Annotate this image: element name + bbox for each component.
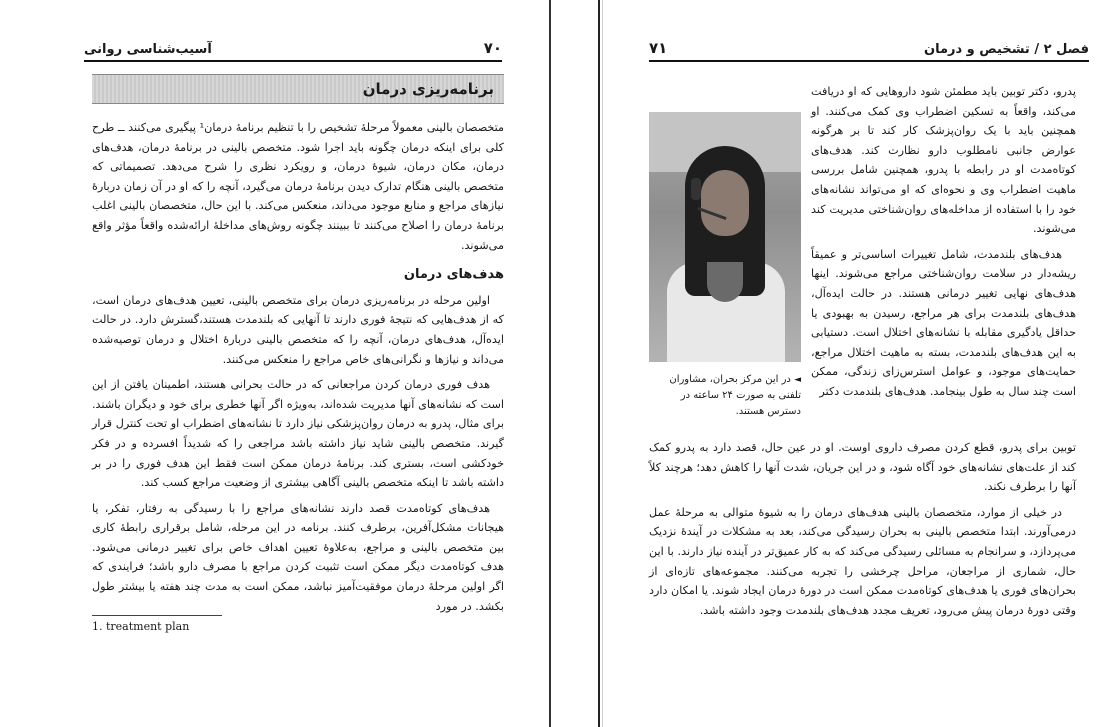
subheading-treatment-goals: هدف‌های درمان <box>403 267 504 283</box>
page-number-left: ۷۰ <box>483 39 502 57</box>
headset-icon <box>691 178 701 200</box>
caption-marker-icon: ◄ <box>794 375 801 385</box>
caption-text: در این مرکز بحران، مشاوران تلفنی به صورت ۲۴ ساعته در دسترس هستند. <box>669 374 801 417</box>
left-body-text <box>92 118 504 622</box>
photo-caption <box>649 372 801 420</box>
running-head-left <box>84 38 502 62</box>
section-title: برنامه‌ریزی درمان <box>92 74 504 104</box>
running-title-left: آسیب‌شناسی روانی <box>84 42 212 57</box>
page-edge-right <box>598 0 600 727</box>
right-page <box>602 0 1101 727</box>
intro-paragraph: متخصصان بالینی معمولاً مرحلهٔ تشخیص را با تنظیم برنامهٔ درمان¹ پیگیری می‌کنند ــ طرح کلی برای اینکه درمان چگونه باید اجرا شود. متخصص بالینی در برنامهٔ درمان، هدف‌های درمان، مکان درمان، شیوهٔ درمان، و رویکرد نظری را شرح می‌دهد. تصمیماتی که متخصص بالینی هنگام تدارک دیدن برنامهٔ درمان می‌گیرد، آنچه را که او در آن زمان دربارهٔ نیازهای مراجع و منابع موجود می‌داند، منعکس می‌کند. با این حال، متخصصان بالینی اغلب برنامهٔ درمان را اصلاح می‌کنند تا ببینند چگونه روش‌های مداخلهٔ ارائه‌شده واقعاً مؤثر واقع می‌شوند. <box>92 121 504 252</box>
body-paragraph: هدف فوری درمان کردن مراجعانی که در حالت بحرانی هستند، اطمینان یافتن از این است که نشانه‌های آنها مدیریت شده‌اند، به‌ویژه اگر آنها خطری برای خود و دیگران باشند. برای مثال، پدرو به درمان روان‌پزشکی نیاز دارد تا نشانه‌های اضطراب او تحت کنترل قرار گیرند. متخصص بالینی شاید نیاز داشته باشد مراجعی را که شدیداً افسرده و در فکر خودکشی است، بستری کند. برنامهٔ درمان ممکن است فقط این هدف فوری را در بر داشته باشد تا اینکه متخصص بالینی آگاهی بیشتری از وضعیت مراجع کسب کند. <box>92 378 504 490</box>
gutter <box>551 0 602 727</box>
body-paragraph: هدف‌های بلندمدت، شامل تغییرات اساسی‌تر و عمیقاً ریشه‌دار در سلامت روان‌شناختی مراجع می‌شوند. اینها هدف‌های نهایی تغییر درمانی هستند. در حالت ایده‌آل، هدف‌های بلندمدت برای هر مراجع، رسیدن به بهبودی یا حداقل یادگیری مقابله با نشانه‌های اختلال است. دستیابی به این هدف‌های بلندمدت، بسته به ماهیت اختلال مراجع، حمایت‌های موجود، و عوامل استرس‌زای زندگی، ممکن است چند سال به طول بینجامد. هدف‌های بلندمدت دکتر <box>811 247 1076 398</box>
running-head-right <box>649 38 1089 62</box>
body-paragraph: پدرو، دکتر توبین باید مطمئن شود داروهایی که او دریافت می‌کند، واقعاً به تسکین اضطراب وی کمک می‌کنند. او همچنین باید با یک روان‌پزشک کار کند تا بر هرگونه عوارض جانبی نامطلوب دارو نظارت کند. هدف‌های کوتاه‌مدت او در رابطه با پدرو، همچنین شامل بررسی ماهیت اضطراب وی و نحوه‌ای که او می‌تواند نشانه‌های خود را با استفاده از مداخله‌های روان‌شناختی مدیریت کند می‌شوند. <box>811 85 1076 236</box>
page-number-right: ۷۱ <box>649 39 668 57</box>
footnote: 1. treatment plan <box>92 620 190 633</box>
body-paragraph: توبین برای پدرو، قطع کردن مصرف داروی اوست. او در عین حال، قصد دارد به پدرو کمک کند از علت‌های نشانه‌های خود آگاه شود، و در این جریان، شدت آنها را کاهش دهد؛ هرچند کلاً آنها را برطرف نکند. <box>649 441 1076 494</box>
footnote-rule <box>92 615 222 616</box>
running-title-right: فصل ۲ / تشخیص و درمان <box>923 42 1089 57</box>
body-paragraph: هدف‌های کوتاه‌مدت قصد دارند نشانه‌های مراجع را با رسیدگی به رفتار، تفکر، یا هیجانات مشکل‌آفرین، برطرف کنند. برنامه در این مرحله، شامل برقراری رابطهٔ کاری بین متخصص بالینی و مراجع، به‌علاوهٔ تعیین اهداف خاص برای تغییر درمانی می‌شود. هدف کوتاه‌مدت دیگر ممکن است تثبیت کردن مراجع با مصرف دارو باشد؛ فرایندی که اگر اولین مرحلهٔ درمان موفقیت‌آمیز نباشد، ممکن است به مدت چند هفته یا بیشتر طول بکشد. در مورد <box>92 501 504 613</box>
right-full-text <box>649 438 1076 626</box>
crisis-counselor-photo <box>649 112 801 362</box>
body-paragraph: در خیلی از موارد، متخصصان بالینی هدف‌های درمان را به شیوهٔ متوالی به مرحلهٔ عمل درمی‌آورند. ابتدا متخصص بالینی به بحران رسیدگی می‌کند، بعد به مشکلات در آیندهٔ نزدیک می‌پردازد، و سرانجام به مسائلی رسیدگی می‌کند که به کار عمیق‌تر در آینده نیاز دارند. با این حال، شماری از مراجعان، مراحل چرخشی را تجربه می‌کنند. مجموعه‌های تازه‌ای از بحران‌های فوری یا هدف‌های کوتاه‌مدت ممکن است در دورهٔ درمان ایجاد شوند. یا امکان دارد وقتی دورهٔ درمان پیش می‌رود، تعریف مجدد هدف‌های بلندمدت وجود داشته باشد. <box>649 505 1076 617</box>
right-column-text <box>811 82 1076 408</box>
body-paragraph: اولین مرحله در برنامه‌ریزی درمان برای متخصص بالینی، تعیین هدف‌های درمان است، که از هدف‌هایی که نتیجهٔ فوری دارند تا آنهایی که بلندمدت هستند،گسترش دارد. در حالت ایده‌آل، هدف‌های درمان، آنچه را که متخصص بالینی دربارهٔ اختلال و درمان توصیه‌شده می‌داند و نیازها و نگرانی‌های خاص مراجع را منعکس می‌کنند. <box>92 293 504 366</box>
